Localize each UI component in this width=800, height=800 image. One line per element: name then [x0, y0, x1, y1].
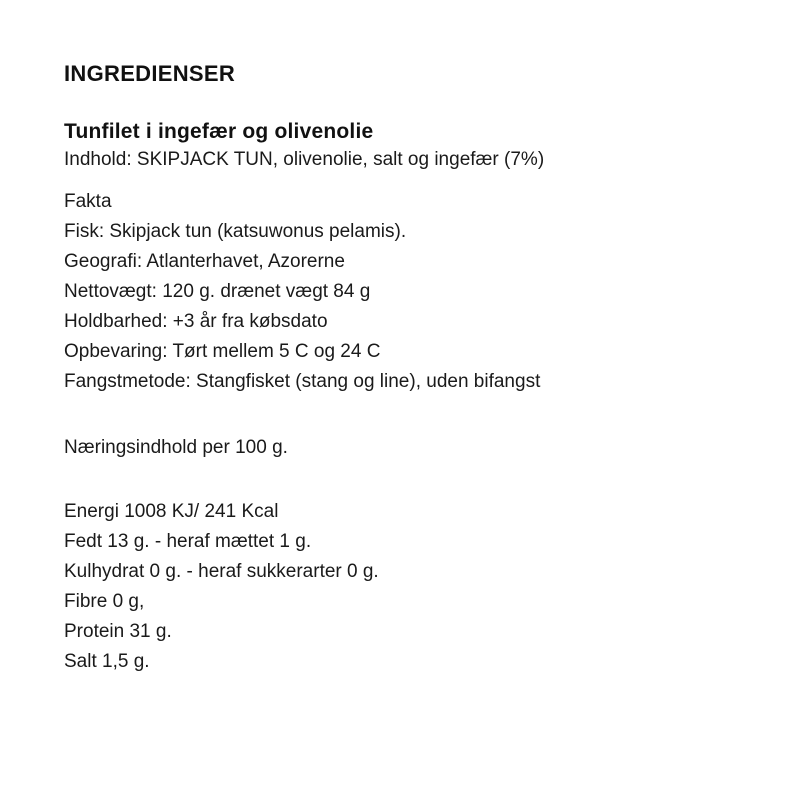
nutrition-salt-line: Salt 1,5 g.	[64, 651, 150, 672]
facts-header-line: Fakta	[64, 191, 112, 212]
product-contents-line: Indhold: SKIPJACK TUN, olivenolie, salt og ingefær (7%)	[64, 149, 545, 170]
fact-geography-line: Geografi: Atlanterhavet, Azorerne	[64, 251, 345, 272]
product-info-section	[64, 118, 740, 174]
nutrition-section	[64, 497, 740, 677]
facts-section	[64, 187, 740, 397]
ingredients-heading: INGREDIENSER	[64, 61, 236, 86]
fact-catch-method-line: Fangstmetode: Stangfisket (stang og line), uden bifangst	[64, 371, 541, 392]
product-title: Tunfilet i ingefær og olivenolie	[64, 120, 374, 143]
nutrition-fibre-line: Fibre 0 g,	[64, 591, 145, 612]
fact-shelf-life-line: Holdbarhed: +3 år fra købsdato	[64, 311, 328, 332]
fact-fish-line: Fisk: Skipjack tun (katsuwonus pelamis).	[64, 221, 407, 242]
nutrition-protein-line: Protein 31 g.	[64, 621, 172, 642]
nutrition-carb-line: Kulhydrat 0 g. - heraf sukkerarter 0 g.	[64, 561, 379, 582]
nutrition-energy-line: Energi 1008 KJ/ 241 Kcal	[64, 501, 279, 522]
fact-storage-line: Opbevaring: Tørt mellem 5 C og 24 C	[64, 341, 381, 362]
fact-net-weight-line: Nettovægt: 120 g. drænet vægt 84 g	[64, 281, 371, 302]
nutrition-header: Næringsindhold per 100 g.	[64, 437, 288, 458]
nutrition-fat-line: Fedt 13 g. - heraf mættet 1 g.	[64, 531, 312, 552]
